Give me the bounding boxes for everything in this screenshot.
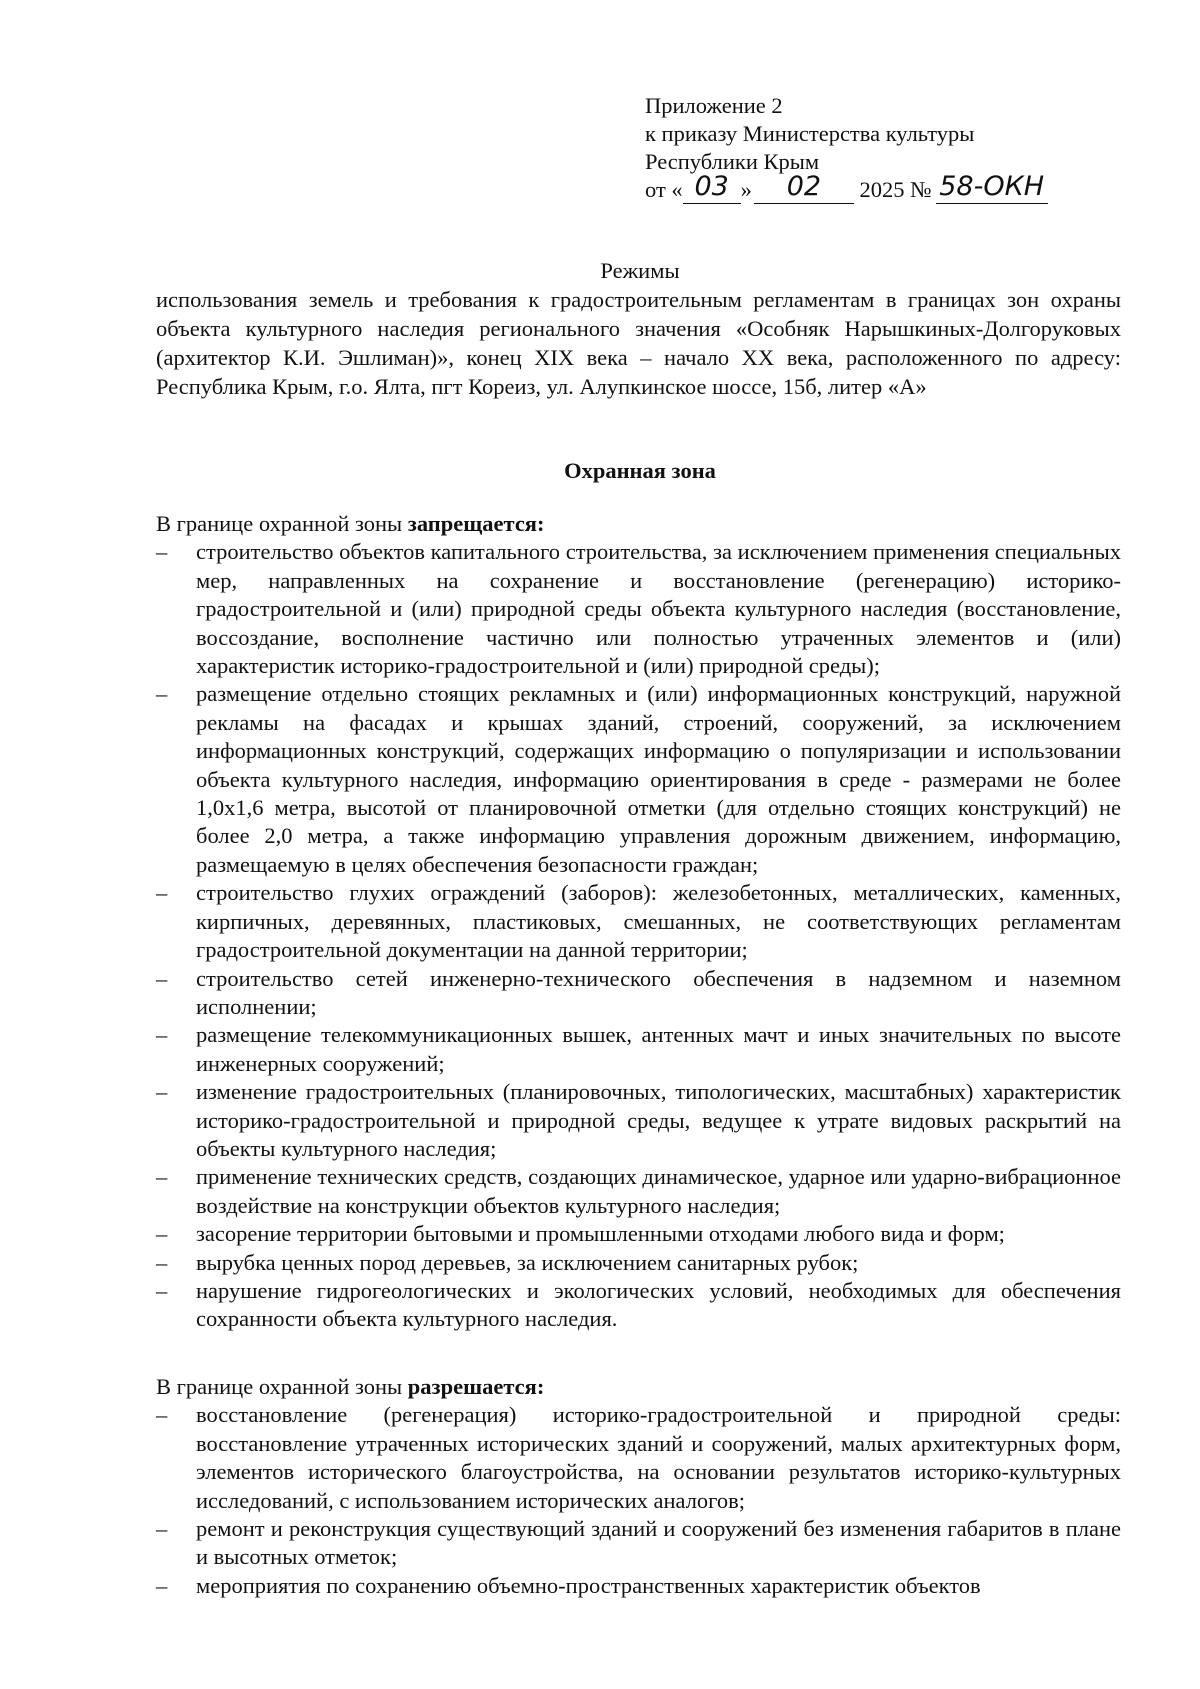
- dash-bullet: –: [156, 1164, 168, 1190]
- number-field: [936, 171, 1048, 204]
- appendix-header: [645, 92, 1105, 204]
- list-item: [156, 1515, 1121, 1572]
- dash-bullet: –: [156, 539, 168, 565]
- republic-name: Республики Крым: [645, 149, 820, 174]
- dash-bullet: –: [156, 1572, 168, 1598]
- list-item: [156, 1078, 1121, 1163]
- prohibited-lead-text: В границе охранной зоны: [156, 511, 408, 536]
- list-item: [156, 1220, 1121, 1248]
- list-item: [156, 538, 1121, 680]
- date-mid: »: [740, 177, 752, 202]
- list-item-text: строительство объектов капитального строительства, за исключением применения специальных мер, направленных на сохранение и восстановление (регенерацию) историко-градостроительной и (или) природной среды объекта культурного наследия (восстановление, воссоздание, восполнение частично или полностью утраченных элементов и (или) характеристик историко-градостроительной и (или) природной среды);: [196, 539, 1121, 679]
- list-item-text: строительство глухих ограждений (заборов): железобетонных, металлических, каменных, кирпичных, деревянных, пластиковых, смешанных, не соответствующих регламентам градостроительной документации на данной территории;: [196, 880, 1121, 963]
- document-title: Режимы: [600, 258, 680, 283]
- prohibited-lead-bold: запрещается:: [407, 511, 545, 536]
- permitted-lead-text: В границе охранной зоны: [156, 1374, 408, 1399]
- year-number-label: 2025 №: [859, 177, 932, 202]
- list-item: [156, 1163, 1121, 1220]
- day-handwritten: 03: [694, 171, 729, 202]
- list-item-text: строительство сетей инженерно-технического обеспечения в надземном и наземном исполнении;: [196, 965, 1121, 1019]
- month-handwritten: 02: [786, 171, 822, 202]
- order-reference: к приказу Министерства культуры: [645, 121, 975, 146]
- list-item-text: применение технических средств, создающих динамическое, ударное или ударно-вибрационное воздействие на конструкции объектов культурного наследия;: [196, 1164, 1121, 1218]
- list-item: [156, 1277, 1121, 1334]
- list-item-text: мероприятия по сохранению объемно-пространственных характеристик объектов: [196, 1572, 981, 1598]
- day-field: [683, 171, 741, 204]
- dash-bullet: –: [156, 1079, 168, 1105]
- list-item-text: размещение телекоммуникационных вышек, антенных мачт и иных значительных по высоте инженерных сооружений;: [196, 1022, 1121, 1076]
- list-item: [156, 965, 1121, 1022]
- month-field: [754, 171, 854, 204]
- list-item: [156, 1021, 1121, 1078]
- permitted-lead-bold: разрешается:: [407, 1374, 545, 1399]
- list-item-text: восстановление (регенерация) историко-градостроительной и природной среды: восстановление утраченных исторических зданий и сооружений, малых архитектурных форм, элементов исторического благоустройства, на основании результатов историко-культурных исследований, с использованием исторических аналогов;: [196, 1402, 1121, 1513]
- appendix-label: Приложение 2: [645, 93, 783, 118]
- date-prefix: от «: [645, 177, 683, 202]
- permitted-lead: [156, 1373, 1121, 1401]
- list-item-text: изменение градостроительных (планировочных, типологических, масштабных) характеристик историко-градостроительной и природной среды, ведущее к утрате видовых раскрытий на объекты культурного наследия;: [196, 1079, 1121, 1161]
- list-item: [156, 879, 1121, 964]
- permitted-section: [156, 1373, 1121, 1600]
- prohibited-section: [156, 510, 1121, 1334]
- dash-bullet: –: [156, 1022, 168, 1048]
- dash-bullet: –: [156, 1402, 168, 1428]
- dash-bullet: –: [156, 1277, 168, 1303]
- list-item: [156, 1572, 1121, 1600]
- dash-bullet: –: [156, 1516, 168, 1542]
- dash-bullet: –: [156, 880, 168, 906]
- prohibited-lead: [156, 510, 1121, 538]
- dash-bullet: –: [156, 965, 168, 991]
- permitted-list: [156, 1401, 1121, 1600]
- order-date-line: [645, 171, 1105, 204]
- dash-bullet: –: [156, 1221, 168, 1247]
- list-item: [156, 1249, 1121, 1277]
- prohibited-list: [156, 538, 1121, 1333]
- dash-bullet: –: [156, 1249, 168, 1275]
- list-item: [156, 1401, 1121, 1515]
- document-intro: использования земель и требования к градостроительным регламентам в границах зон охраны объекта культурного наследия регионального значения «Особняк Нарышкиных-Долгоруковых (архитектор К.И. Эшлиман)», конец XIX века – начало XX века, расположенного по адресу: Республика Крым, г.о. Ялта, пгт Кореиз, ул. Алупкинское шоссе, 15б, литер «А»: [156, 287, 1121, 399]
- order-number-handwritten: 58-ОКН: [939, 171, 1045, 202]
- list-item-text: ремонт и реконструкция существующий зданий и сооружений без изменения габаритов в плане и высотных отметок;: [196, 1516, 1121, 1570]
- list-item: [156, 680, 1121, 879]
- list-item-text: нарушение гидрогеологических и экологических условий, необходимых для обеспечения сохранности объекта культурного наследия.: [196, 1277, 1121, 1332]
- dash-bullet: –: [156, 681, 168, 707]
- list-item-text: размещение отдельно стоящих рекламных и (или) информационных конструкций, наружной рекламы на фасадах и крышах зданий, строений, сооружений, за исключением информационных конструкций, содержащих информацию о популяризации и использовании объекта культурного наследия, информацию ориентирования в среде - размерами не более 1,0х1,6 метра, высотой от планировочной отметки (для отдельно стоящих конструкций) не более 2,0 метра, а также информацию управления дорожным движением, информацию, размещаемую в целях обеспечения безопасности граждан;: [196, 681, 1121, 877]
- list-item-text: вырубка ценных пород деревьев, за исключением санитарных рубок;: [196, 1249, 859, 1275]
- section-heading: Охранная зона: [564, 458, 716, 483]
- list-item-text: засорение территории бытовыми и промышленными отходами любого вида и форм;: [196, 1221, 1005, 1247]
